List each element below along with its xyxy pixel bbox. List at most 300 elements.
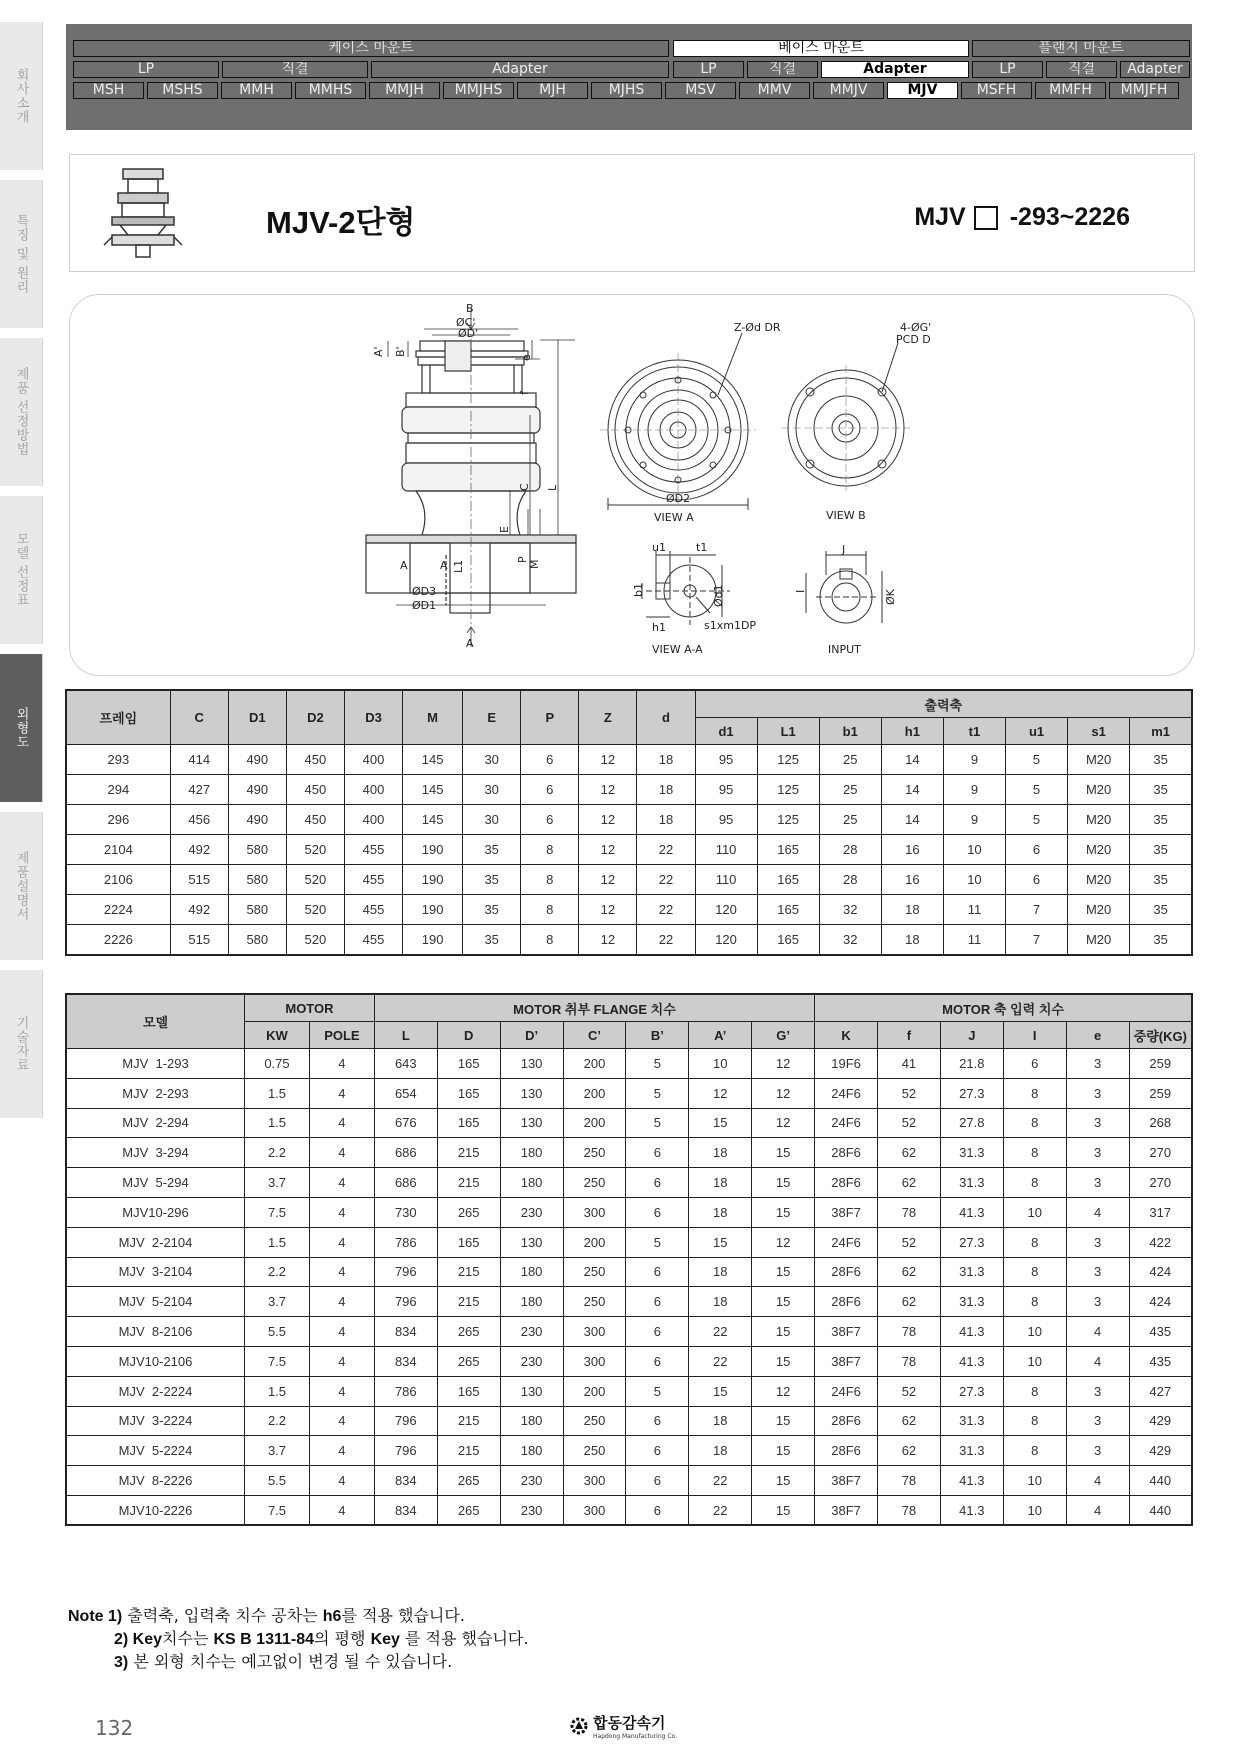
- table-cell: 250: [563, 1436, 626, 1466]
- model-sub-header-cell: A’: [689, 1022, 752, 1049]
- table-cell: 4: [1066, 1466, 1129, 1496]
- table-cell: 435: [1129, 1317, 1192, 1347]
- nav-model-mmjh[interactable]: MMJH: [369, 82, 440, 99]
- table-cell: 145: [403, 745, 463, 775]
- table-cell: 5: [1005, 805, 1067, 835]
- table-cell: 22: [637, 925, 695, 955]
- table-cell: 3.7: [245, 1436, 310, 1466]
- table-cell: 10: [1003, 1197, 1066, 1227]
- table-row: [66, 865, 1192, 895]
- table-cell: 580: [228, 895, 286, 925]
- table-cell: MJV 2-293: [66, 1078, 245, 1108]
- table-cell: 12: [579, 835, 637, 865]
- product-title-card: [69, 154, 1195, 272]
- table-cell: 215: [437, 1168, 500, 1198]
- table-cell: 125: [757, 775, 819, 805]
- table-cell: 230: [500, 1346, 563, 1376]
- page-number: 132: [95, 1716, 134, 1740]
- table-cell: 450: [286, 775, 344, 805]
- table-row: [66, 1495, 1192, 1525]
- nav-model-mshs[interactable]: MSHS: [147, 82, 218, 99]
- table-cell: 6: [626, 1495, 689, 1525]
- table-cell: 165: [437, 1227, 500, 1257]
- table-cell: 300: [563, 1197, 626, 1227]
- table-cell: 8: [1003, 1406, 1066, 1436]
- side-tab-label: 제품설명서: [13, 851, 29, 921]
- frame-header-cell: 프레임: [66, 690, 170, 745]
- table-cell: 4: [309, 1346, 374, 1376]
- table-cell: 4: [309, 1436, 374, 1466]
- table-cell: 270: [1129, 1168, 1192, 1198]
- note-2: 2) Key치수는 KS B 1311-84의 평행 Key 를 적용 했습니다.: [114, 1629, 529, 1648]
- nav-model-msfh[interactable]: MSFH: [961, 82, 1032, 99]
- table-cell: 5.5: [245, 1317, 310, 1347]
- table-cell: 12: [579, 865, 637, 895]
- table-cell: 400: [344, 775, 402, 805]
- table-cell: MJV 5-294: [66, 1168, 245, 1198]
- table-cell: 25: [819, 805, 881, 835]
- frame-header-cell: E: [463, 690, 521, 745]
- table-cell: 12: [752, 1376, 815, 1406]
- table-cell: 165: [757, 895, 819, 925]
- table-cell: 6: [626, 1346, 689, 1376]
- nav-model-mmjv[interactable]: MMJV: [813, 82, 884, 99]
- table-cell: M20: [1068, 865, 1130, 895]
- table-cell: 78: [878, 1346, 941, 1376]
- label-view-a: VIEW A: [654, 511, 694, 524]
- table-cell: 10: [1003, 1495, 1066, 1525]
- table-cell: 200: [563, 1227, 626, 1257]
- table-cell: 6: [626, 1466, 689, 1496]
- nav-base-direct[interactable]: 직결: [747, 61, 818, 78]
- nav-flange-lp[interactable]: LP: [972, 61, 1043, 78]
- table-cell: 41.3: [940, 1495, 1003, 1525]
- table-cell: 165: [437, 1376, 500, 1406]
- table-cell: 3: [1066, 1436, 1129, 1466]
- table-row: [66, 1346, 1192, 1376]
- input-group-header: MOTOR 축 입력 치수: [815, 994, 1192, 1022]
- label-l1: L1: [452, 559, 465, 573]
- table-cell: 28: [819, 865, 881, 895]
- table-cell: 180: [500, 1168, 563, 1198]
- nav-flange-direct[interactable]: 직결: [1046, 61, 1117, 78]
- table-cell: MJV 8-2106: [66, 1317, 245, 1347]
- table-cell: 15: [752, 1436, 815, 1466]
- table-cell: 450: [286, 745, 344, 775]
- table-cell: 215: [437, 1138, 500, 1168]
- table-cell: 18: [689, 1406, 752, 1436]
- table-cell: 52: [878, 1376, 941, 1406]
- table-cell: 35: [1130, 925, 1192, 955]
- label-u1: u1: [652, 541, 666, 554]
- table-cell: 22: [689, 1466, 752, 1496]
- side-tab-outline[interactable]: [0, 654, 43, 802]
- table-cell: 429: [1129, 1406, 1192, 1436]
- nav-base-mount[interactable]: 베이스 마운트: [673, 40, 969, 57]
- table-cell: 12: [752, 1078, 815, 1108]
- table-cell: 440: [1129, 1495, 1192, 1525]
- table-cell: 2106: [66, 865, 170, 895]
- table-cell: 427: [170, 775, 228, 805]
- label-e-cap: E: [498, 526, 511, 533]
- table-cell: 4: [309, 1376, 374, 1406]
- table-cell: 2226: [66, 925, 170, 955]
- table-cell: 28F6: [815, 1406, 878, 1436]
- label-zd: Z-Ød DR: [734, 321, 781, 334]
- table-cell: 8: [1003, 1168, 1066, 1198]
- label-m: M: [528, 559, 541, 569]
- table-cell: 5: [626, 1376, 689, 1406]
- table-cell: 165: [437, 1108, 500, 1138]
- nav-case-adapter[interactable]: Adapter: [371, 61, 669, 78]
- table-cell: 41.3: [940, 1317, 1003, 1347]
- table-cell: 15: [752, 1257, 815, 1287]
- label-a-bottom: A: [466, 637, 474, 650]
- table-cell: 190: [403, 925, 463, 955]
- table-cell: 4: [309, 1197, 374, 1227]
- table-cell: 580: [228, 865, 286, 895]
- table-cell: 4: [309, 1049, 374, 1079]
- table-cell: 1.5: [245, 1108, 310, 1138]
- table-cell: 796: [374, 1287, 437, 1317]
- label-b1: b1: [632, 583, 645, 597]
- table-cell: 62: [878, 1138, 941, 1168]
- table-cell: 294: [66, 775, 170, 805]
- table-cell: 400: [344, 745, 402, 775]
- table-cell: 414: [170, 745, 228, 775]
- table-cell: 35: [463, 925, 521, 955]
- model-navigation-bar: [66, 24, 1192, 130]
- table-cell: 165: [437, 1049, 500, 1079]
- nav-model-mmjhs[interactable]: MMJHS: [443, 82, 514, 99]
- table-cell: 11: [943, 925, 1005, 955]
- table-row: [66, 745, 1192, 775]
- table-cell: 35: [1130, 865, 1192, 895]
- table-cell: 41.3: [940, 1197, 1003, 1227]
- label-t1: t1: [696, 541, 708, 554]
- side-tab-selection-method[interactable]: [0, 338, 43, 486]
- table-cell: 455: [344, 925, 402, 955]
- table-cell: 450: [286, 805, 344, 835]
- table-cell: 130: [500, 1049, 563, 1079]
- label-d1-shaft: Ød1: [712, 584, 725, 607]
- nav-model-mmjfh[interactable]: MMJFH: [1109, 82, 1179, 99]
- table-cell: 62: [878, 1257, 941, 1287]
- label-a-left: A: [400, 559, 408, 572]
- model-code-box: [974, 206, 998, 230]
- table-cell: MJV 2-294: [66, 1108, 245, 1138]
- table-cell: 22: [689, 1495, 752, 1525]
- model-sub-header-cell: K: [815, 1022, 878, 1049]
- table-cell: 12: [579, 925, 637, 955]
- side-tab-model-selection[interactable]: [0, 496, 43, 644]
- table-cell: 31.3: [940, 1436, 1003, 1466]
- table-cell: 265: [437, 1197, 500, 1227]
- table-cell: 62: [878, 1436, 941, 1466]
- table-cell: MJV 1-293: [66, 1049, 245, 1079]
- table-cell: 35: [1130, 745, 1192, 775]
- table-cell: 35: [1130, 775, 1192, 805]
- table-cell: MJV10-296: [66, 1197, 245, 1227]
- table-cell: 3: [1066, 1376, 1129, 1406]
- table-cell: 14: [881, 775, 943, 805]
- table-cell: 52: [878, 1227, 941, 1257]
- table-cell: 834: [374, 1317, 437, 1347]
- gear-logo-icon: [568, 1715, 590, 1737]
- table-cell: 2104: [66, 835, 170, 865]
- side-tab-label: 제품 선정방법: [13, 367, 29, 457]
- table-cell: 422: [1129, 1227, 1192, 1257]
- table-cell: 215: [437, 1287, 500, 1317]
- table-cell: 520: [286, 895, 344, 925]
- table-cell: 6: [626, 1287, 689, 1317]
- label-a-prime: A': [372, 346, 385, 357]
- table-cell: 5.5: [245, 1466, 310, 1496]
- table-cell: 7: [1005, 895, 1067, 925]
- model-sub-header-cell: I: [1003, 1022, 1066, 1049]
- table-cell: 2.2: [245, 1138, 310, 1168]
- note-1: Note 1) 출력축, 입력축 치수 공차는 h6를 적용 했습니다.: [68, 1606, 465, 1625]
- side-tab-label: 기술자료: [13, 1016, 29, 1072]
- table-cell: 18: [637, 745, 695, 775]
- table-cell: 18: [689, 1436, 752, 1466]
- table-cell: 786: [374, 1227, 437, 1257]
- nav-base-lp[interactable]: LP: [673, 61, 744, 78]
- table-cell: 520: [286, 865, 344, 895]
- nav-model-msv[interactable]: MSV: [665, 82, 736, 99]
- table-cell: 786: [374, 1376, 437, 1406]
- table-cell: 4: [1066, 1317, 1129, 1347]
- table-cell: 18: [637, 775, 695, 805]
- nav-case-lp[interactable]: LP: [73, 61, 219, 78]
- nav-flange-mount[interactable]: 플랜지 마운트: [972, 40, 1190, 57]
- label-k: ØK: [884, 589, 897, 605]
- table-cell: 18: [689, 1138, 752, 1168]
- nav-case-direct[interactable]: 직결: [222, 61, 368, 78]
- frame-header-cell: D1: [228, 690, 286, 745]
- nav-model-mmv[interactable]: MMV: [739, 82, 810, 99]
- table-cell: 3: [1066, 1108, 1129, 1138]
- nav-model-mjh[interactable]: MJH: [517, 82, 588, 99]
- side-tab-features[interactable]: [0, 180, 43, 328]
- table-cell: 5: [1005, 775, 1067, 805]
- table-cell: 4: [1066, 1197, 1129, 1227]
- table-cell: 5: [1005, 745, 1067, 775]
- table-cell: 300: [563, 1346, 626, 1376]
- table-cell: 796: [374, 1406, 437, 1436]
- model-sub-header-cell: POLE: [309, 1022, 374, 1049]
- table-cell: 78: [878, 1197, 941, 1227]
- table-cell: 730: [374, 1197, 437, 1227]
- table-cell: 424: [1129, 1287, 1192, 1317]
- table-cell: 265: [437, 1346, 500, 1376]
- table-cell: MJV 8-2226: [66, 1466, 245, 1496]
- table-cell: 4: [309, 1168, 374, 1198]
- table-cell: 7.5: [245, 1346, 310, 1376]
- side-tab-manual[interactable]: [0, 812, 43, 960]
- table-cell: 78: [878, 1466, 941, 1496]
- frame-table-header: [66, 690, 1192, 745]
- table-row: [66, 1406, 1192, 1436]
- label-d2: ØD2: [666, 492, 691, 505]
- table-cell: 24F6: [815, 1108, 878, 1138]
- nav-model-mjv[interactable]: MJV: [887, 82, 958, 99]
- nav-model-msh[interactable]: MSH: [73, 82, 144, 99]
- table-cell: 8: [1003, 1436, 1066, 1466]
- label-g4: 4-ØG': [900, 321, 932, 334]
- table-cell: 35: [1130, 835, 1192, 865]
- table-cell: 27.3: [940, 1227, 1003, 1257]
- nav-model-mmh[interactable]: MMH: [221, 82, 292, 99]
- model-sub-header-cell: G’: [752, 1022, 815, 1049]
- table-cell: 25: [819, 775, 881, 805]
- table-cell: 32: [819, 925, 881, 955]
- table-cell: 834: [374, 1346, 437, 1376]
- model-sub-header-cell: J: [940, 1022, 1003, 1049]
- table-cell: 4: [1066, 1346, 1129, 1376]
- label-d3: ØD3: [412, 585, 437, 598]
- table-cell: 12: [579, 805, 637, 835]
- nav-case-mount[interactable]: 케이스 마운트: [73, 40, 669, 57]
- table-cell: 14: [881, 745, 943, 775]
- output-shaft-header-cell: L1: [757, 718, 819, 745]
- table-cell: 10: [1003, 1317, 1066, 1347]
- table-cell: 515: [170, 865, 228, 895]
- table-row: [66, 1108, 1192, 1138]
- table-cell: 200: [563, 1376, 626, 1406]
- table-cell: 110: [695, 865, 757, 895]
- table-cell: 21.8: [940, 1049, 1003, 1079]
- model-sub-header-cell: L: [374, 1022, 437, 1049]
- table-cell: 28F6: [815, 1168, 878, 1198]
- output-shaft-header-cell: t1: [943, 718, 1005, 745]
- table-cell: 25: [819, 745, 881, 775]
- nav-model-mmfh[interactable]: MMFH: [1035, 82, 1106, 99]
- table-cell: 15: [752, 1168, 815, 1198]
- table-cell: 190: [403, 835, 463, 865]
- product-thumbnail-icon: [98, 167, 188, 262]
- output-shaft-header-cell: h1: [881, 718, 943, 745]
- table-cell: 520: [286, 835, 344, 865]
- table-cell: 18: [689, 1168, 752, 1198]
- table-cell: 5: [626, 1108, 689, 1138]
- table-cell: 7.5: [245, 1197, 310, 1227]
- table-cell: 18: [881, 895, 943, 925]
- table-cell: 4: [309, 1287, 374, 1317]
- table-cell: 15: [752, 1466, 815, 1496]
- table-cell: M20: [1068, 745, 1130, 775]
- nav-base-adapter[interactable]: Adapter: [821, 61, 969, 78]
- label-c-prime: ØC': [456, 316, 476, 329]
- input-shaft-drawing: [806, 551, 882, 623]
- table-cell: 456: [170, 805, 228, 835]
- table-cell: 250: [563, 1168, 626, 1198]
- table-cell: 1.5: [245, 1376, 310, 1406]
- nav-flange-adapter[interactable]: Adapter: [1120, 61, 1190, 78]
- table-cell: 259: [1129, 1049, 1192, 1079]
- table-row: [66, 1197, 1192, 1227]
- table-cell: 180: [500, 1436, 563, 1466]
- table-cell: 676: [374, 1108, 437, 1138]
- model-sub-header-cell: KW: [245, 1022, 310, 1049]
- table-cell: 230: [500, 1495, 563, 1525]
- table-cell: 125: [757, 745, 819, 775]
- table-cell: 200: [563, 1078, 626, 1108]
- table-cell: 265: [437, 1317, 500, 1347]
- motor-group-header: MOTOR: [245, 994, 375, 1022]
- table-cell: 10: [943, 835, 1005, 865]
- table-cell: 293: [66, 745, 170, 775]
- table-cell: 3: [1066, 1406, 1129, 1436]
- table-cell: MJV 5-2224: [66, 1436, 245, 1466]
- table-cell: 15: [689, 1108, 752, 1138]
- table-cell: 6: [521, 745, 579, 775]
- table-cell: 190: [403, 895, 463, 925]
- table-cell: 27.3: [940, 1376, 1003, 1406]
- table-cell: 95: [695, 775, 757, 805]
- table-cell: 130: [500, 1376, 563, 1406]
- table-cell: 300: [563, 1466, 626, 1496]
- table-cell: 12: [752, 1227, 815, 1257]
- table-cell: 7.5: [245, 1495, 310, 1525]
- table-cell: 12: [752, 1049, 815, 1079]
- table-cell: 130: [500, 1078, 563, 1108]
- table-cell: 35: [463, 835, 521, 865]
- table-cell: MJV 2-2224: [66, 1376, 245, 1406]
- table-cell: 4: [309, 1138, 374, 1168]
- nav-model-mjhs[interactable]: MJHS: [591, 82, 662, 99]
- table-cell: 8: [1003, 1138, 1066, 1168]
- table-cell: 8: [1003, 1376, 1066, 1406]
- table-cell: 317: [1129, 1197, 1192, 1227]
- side-tab-label: 회사소개: [13, 68, 29, 124]
- table-cell: 78: [878, 1317, 941, 1347]
- table-cell: 686: [374, 1138, 437, 1168]
- notes-section: [68, 1605, 528, 1674]
- frame-header-cell: d: [637, 690, 695, 745]
- table-cell: 31.3: [940, 1168, 1003, 1198]
- company-name: 합동감속기: [593, 1714, 666, 1732]
- frame-header-cell: C: [170, 690, 228, 745]
- table-cell: 8: [1003, 1257, 1066, 1287]
- table-cell: 24F6: [815, 1227, 878, 1257]
- table-cell: 8: [1003, 1108, 1066, 1138]
- model-table-header: [66, 994, 1192, 1049]
- frame-header-cell: D2: [286, 690, 344, 745]
- table-cell: 424: [1129, 1257, 1192, 1287]
- table-cell: 8: [1003, 1287, 1066, 1317]
- side-tab-company[interactable]: [0, 22, 43, 170]
- table-cell: 215: [437, 1406, 500, 1436]
- table-cell: 130: [500, 1227, 563, 1257]
- table-cell: 4: [309, 1257, 374, 1287]
- table-cell: 31.3: [940, 1138, 1003, 1168]
- table-cell: 580: [228, 835, 286, 865]
- table-row: [66, 1287, 1192, 1317]
- table-cell: 130: [500, 1108, 563, 1138]
- side-tab-technical[interactable]: [0, 970, 43, 1118]
- table-row: [66, 1078, 1192, 1108]
- table-cell: 492: [170, 895, 228, 925]
- table-cell: 38F7: [815, 1346, 878, 1376]
- nav-model-mmhs[interactable]: MMHS: [295, 82, 366, 99]
- table-cell: 24F6: [815, 1078, 878, 1108]
- table-cell: 35: [1130, 805, 1192, 835]
- label-a-right: A: [440, 559, 448, 572]
- table-cell: 10: [689, 1049, 752, 1079]
- table-row: [66, 1257, 1192, 1287]
- table-row: [66, 1317, 1192, 1347]
